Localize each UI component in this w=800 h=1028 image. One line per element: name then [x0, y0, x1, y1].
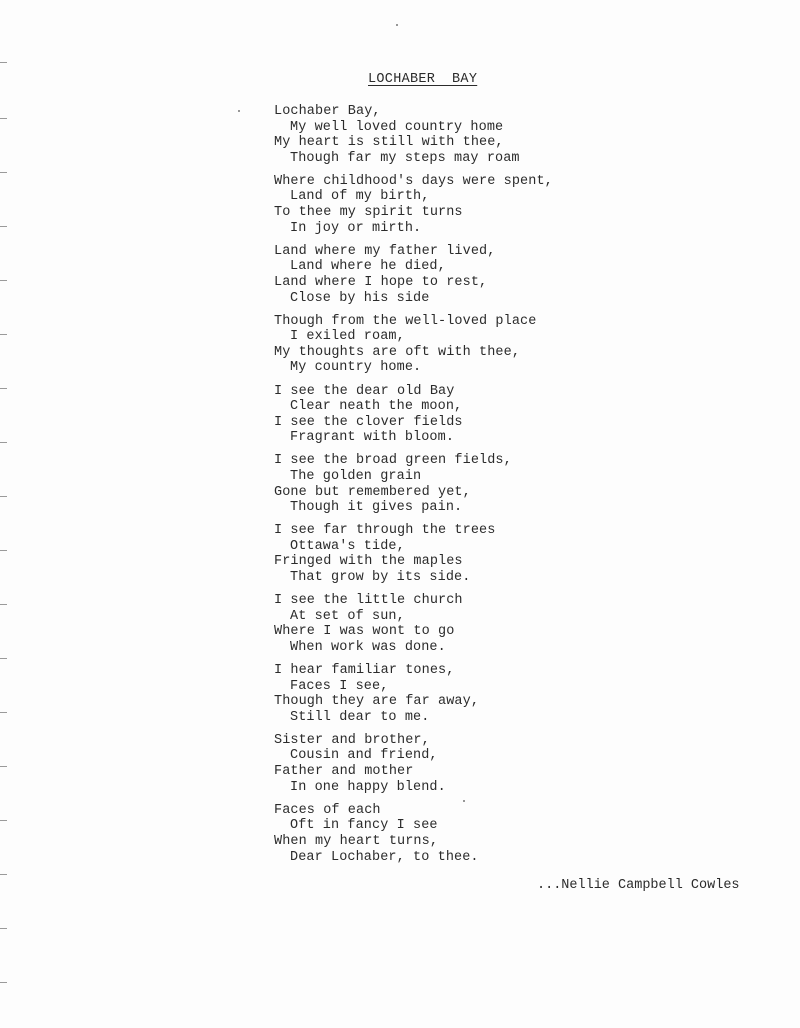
paper-speck [396, 24, 398, 26]
poem-line: Sister and brother, [274, 732, 430, 748]
poem-line: Fragrant with bloom. [290, 430, 455, 446]
paper-speck [238, 110, 240, 112]
poem-line: Land where my father lived, [274, 243, 496, 259]
stanza [274, 104, 694, 166]
poem-line: When my heart turns, [274, 833, 439, 849]
poem-line: In one happy blend. [290, 779, 446, 795]
poem-line: In joy or mirth. [290, 220, 422, 236]
poem-line: My well loved country home [290, 119, 504, 135]
poem-line: Faces of each [274, 802, 381, 818]
poem-line: Land of my birth, [290, 189, 430, 205]
poem-line: To thee my spirit turns [274, 205, 463, 221]
poem-line: Though they are far away, [274, 694, 480, 710]
stanza [274, 174, 694, 236]
poem-line: I hear familiar tones, [274, 663, 455, 678]
stanza [274, 663, 694, 725]
poem-line: That grow by its side. [290, 570, 471, 586]
poem-line: Ottawa's tide, [290, 538, 405, 554]
binder-edge-marks [0, 0, 10, 1028]
poem-line: The golden grain [290, 468, 422, 484]
poem-line: Oft in fancy I see [290, 818, 438, 834]
poem-line: I see the broad green fields, [274, 453, 512, 469]
poem-line: Clear neath the moon, [290, 399, 463, 415]
stanza [274, 593, 694, 655]
stanza [274, 384, 694, 446]
poem-line: Lochaber Bay, [274, 104, 381, 119]
poem-line: I see the little church [274, 593, 463, 609]
poem-line: Though it gives pain. [290, 500, 463, 516]
poem-line: I see the dear old Bay [274, 383, 455, 399]
stanza [274, 453, 694, 515]
poem-line: Father and mother [274, 764, 414, 780]
poem-line: Fringed with the maples [274, 554, 463, 570]
poem-line: Cousin and friend, [290, 748, 438, 764]
stanza [274, 733, 694, 795]
poem-line: Gone but remembered yet, [274, 484, 471, 500]
poem-line: Land where I hope to rest, [274, 274, 488, 290]
poem-line: Where childhood's days were spent, [274, 173, 553, 189]
poem-line: Faces I see, [290, 678, 389, 694]
poem-line: When work was done. [290, 639, 446, 655]
poem-line: Still dear to me. [290, 709, 430, 725]
poem-line: At set of sun, [290, 608, 405, 624]
poem-title: LOCHABER BAY [368, 72, 478, 87]
poem-line: Though far my steps may roam [290, 150, 520, 166]
stanza [274, 314, 694, 376]
stanza [274, 523, 694, 585]
poem-body [274, 104, 694, 873]
poem-line: I see far through the trees [274, 523, 496, 539]
poem-line: Dear Lochaber, to thee. [290, 849, 479, 865]
poem-line: My country home. [290, 360, 422, 376]
stanza [274, 803, 694, 865]
poem-line: Land where he died, [290, 259, 446, 275]
poem-line: My thoughts are oft with thee, [274, 344, 521, 360]
stanza [274, 244, 694, 306]
poem-line: Where I was wont to go [274, 624, 455, 640]
poem-line: Close by his side [290, 290, 430, 306]
poem-line: My heart is still with thee, [274, 135, 504, 151]
poem-line: I see the clover fields [274, 414, 463, 430]
poem-line: Though from the well-loved place [274, 313, 537, 329]
poem-author: ...Nellie Campbell Cowles [537, 878, 740, 893]
poem-line: I exiled roam, [290, 329, 405, 345]
